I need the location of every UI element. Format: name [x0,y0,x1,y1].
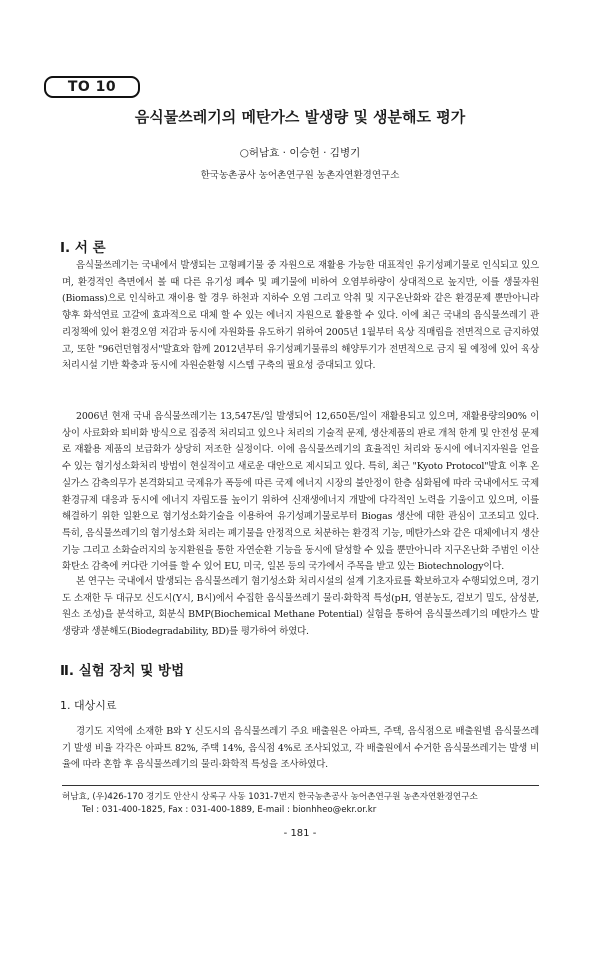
subsection-heading: 1. 대상시료 [60,699,117,712]
section-heading-intro: Ⅰ. 서 론 [60,240,106,256]
author-list: ○허남효 · 이승헌 · 김병기 [239,147,361,159]
session-badge: TO 10 [44,76,140,98]
affiliation: 한국농촌공사 농어촌연구원 농촌자연환경연구소 [200,170,400,181]
footnote-contact: Tel : 031-400-1825, Fax : 031-400-1889, E-mail : bionhheo@ekr.or.kr [82,805,377,815]
intro-paragraph: 2006년 현재 국내 음식물쓰레기는 13,547톤/일 발생되어 12,650톤/일이 재활용되고 있으며, 재활용량의90% 이상이 사료화와 퇴비화 방식으로 집중적 처리되고 있으나 처리의 기술적 문제, 생산제품의 판로 개척 한계 및 안전성 문제로 재활용 제품의 보급화가 상당히 저조한 실정이다. 이에 음식물쓰레기의 효율적인 처리와 동시에 에너지자원을 얻을 수 있는 혐기성소화처리 방법이 현실적이고 새로운 대안으로 제시되고 있다. 특히, 최근 "Kyoto Protocol"발효 이후 온실가스 감축의무가 본격화되고 국제유가 폭등에 따른 국제 에너지 시장의 불안정이 한층 심화됨에 따라 국내에서도 국제 환경규제 대응과 동시에 에너지 자립도를 높이기 위하여 신재생에너지 개발에 다각적인 노력을 기울이고 있으며, 이를 해결하기 위한 일환으로 혐기성소화기술을 이용하여 유기성폐기물로부터 Biogas 생산에 대한 관심이 고조되고 있다. 특히, 음식물쓰레기의 혐기성소화 처리는 폐기물을 안정적으로 처분하는 환경적 기능, 메탄가스와 같은 대체에너지 생산 기능 그리고 소화슬러지의 농지환원을 통한 자연순환 기능을 동시에 달성할 수 있을 뿐만아니라 지구온난화 주범인 이산화탄소 감축에 커다란 기여를 할 수 있어 EU, 미국, 일본 등의 국가에서 주목을 받고 있는 Biotechnology이다. [62,411,539,573]
section-heading-methods: Ⅱ. 실험 장치 및 방법 [60,663,185,679]
page-number: - 181 - [283,828,317,839]
intro-paragraph: 본 연구는 국내에서 발생되는 음식물쓰레기 혐기성소화 처리시설의 설계 기초자료를 확보하고자 수행되었으며, 경기도 소재한 두 대규모 신도시(Y시, B시)에서 수집한 음식물쓰레기 물리·화학적 특성(pH, 염분농도, 겉보기 밀도, 삼성분, 원소 조성)을 분석하고, 회분식 BMP(Biochemical Methane Potential) 실험을 통하여 음식물쓰레기의 메탄가스 발생량과 생분해도(Biodegradability, BD)를 평가하여 하였다. [62,576,539,638]
intro-paragraph: 음식물쓰레기는 국내에서 발생되는 고형폐기물 중 자원으로 재활용 가능한 대표적인 유기성폐기물로 인식되고 있으며, 환경적인 측면에서 볼 때 다른 유기성 폐수 및 폐기물에 비하여 오염부하량이 상대적으로 높지만, 이를 생물자원(Biomass)으로 인식하고 재이용 할 경우 하천과 지하수 오염 그리고 악취 및 지구온난화와 같은 환경문제 뿐만아니라 향후 화석연료 고갈에 효과적으로 대체 할 수 있는 에너지 자원으로 활용할 수 있다. 이에 최근 국내의 음식물쓰레기 관리정책에 있어 환경오염 저감과 동시에 자원화를 유도하기 위하여 2005년 1월부터 육상 직매립을 전면적으로 금지하였고, 또한 "96런던협정서"발효와 함께 2012년부터 유기성폐기물류의 해양투기가 전면적으로 금지 될 예정에 있어 육상처리시설 기반 확충과 동시에 자원순환형 시스템 구축의 필요성 증대되고 있다. [62,260,539,372]
methods-paragraph: 경기도 지역에 소재한 B와 Y 신도시의 음식물쓰레기 주요 배출원은 아파트, 주택, 음식점으로 배출원별 음식물쓰레기 발생 비율 각각은 아파트 82%, 주택 14%, 음식점 4%로 조사되었고, 각 배출원에서 수거한 음식물쓰레기는 발생 비율에 따라 혼합 후 음식물쓰레기의 물리·화학적 특성을 조사하였다. [62,726,539,771]
footnote-rule [62,785,539,786]
paper-title: 음식물쓰레기의 메탄가스 발생량 및 생분해도 평가 [134,108,466,126]
footnote-address: 허남효, (우)426-170 경기도 안산시 상록구 사동 1031-7번지 한국농촌공사 농어촌연구원 농촌자연환경연구소 [62,792,478,802]
